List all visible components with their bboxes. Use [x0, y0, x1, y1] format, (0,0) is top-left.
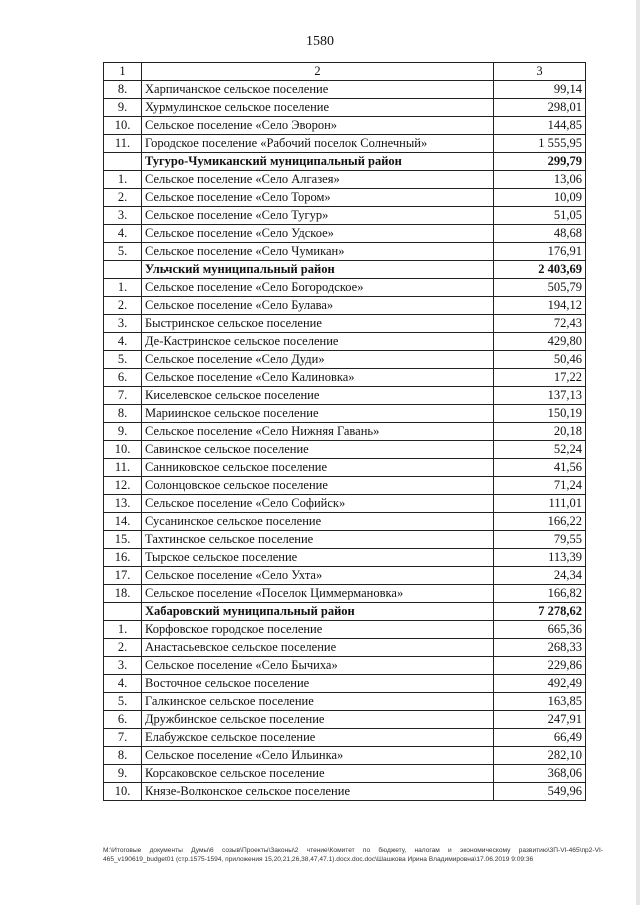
row-number: 13.	[104, 495, 142, 513]
row-name: Сельское поселение «Село Богородское»	[142, 279, 494, 297]
row-value: 268,33	[494, 639, 586, 657]
row-number: 9.	[104, 423, 142, 441]
row-number: 1.	[104, 621, 142, 639]
table-row	[104, 441, 586, 459]
table-row	[104, 297, 586, 315]
row-number: 4.	[104, 225, 142, 243]
table-row	[104, 135, 586, 153]
row-name: Восточное сельское поселение	[142, 675, 494, 693]
table-row	[104, 369, 586, 387]
table-row	[104, 477, 586, 495]
row-value: 13,06	[494, 171, 586, 189]
row-number: 17.	[104, 567, 142, 585]
row-value: 298,01	[494, 99, 586, 117]
table-row	[104, 693, 586, 711]
row-number: 18.	[104, 585, 142, 603]
table-row	[104, 387, 586, 405]
row-number: 6.	[104, 711, 142, 729]
table-row	[104, 711, 586, 729]
row-name: Тырское сельское поселение	[142, 549, 494, 567]
row-number: 10.	[104, 783, 142, 801]
row-value: 429,80	[494, 333, 586, 351]
row-name: Солонцовское сельское поселение	[142, 477, 494, 495]
row-number: 9.	[104, 765, 142, 783]
row-number: 4.	[104, 333, 142, 351]
row-value: 299,79	[494, 153, 586, 171]
row-value: 2 403,69	[494, 261, 586, 279]
district-row	[104, 153, 586, 171]
row-name: Сельское поселение «Село Ухта»	[142, 567, 494, 585]
table-row	[104, 765, 586, 783]
row-value: 51,05	[494, 207, 586, 225]
row-value: 17,22	[494, 369, 586, 387]
table-row	[104, 675, 586, 693]
row-number: 10.	[104, 441, 142, 459]
row-name: Елабужское сельское поселение	[142, 729, 494, 747]
row-number: 8.	[104, 81, 142, 99]
row-number: 8.	[104, 405, 142, 423]
row-number: 11.	[104, 459, 142, 477]
row-number: 5.	[104, 693, 142, 711]
row-value: 10,09	[494, 189, 586, 207]
scan-edge	[636, 0, 640, 905]
row-name: Сельское поселение «Село Софийск»	[142, 495, 494, 513]
table-row	[104, 99, 586, 117]
table-row	[104, 549, 586, 567]
row-name: Тахтинское сельское поселение	[142, 531, 494, 549]
row-name: Савинское сельское поселение	[142, 441, 494, 459]
row-name: Дружбинское сельское поселение	[142, 711, 494, 729]
row-value: 665,36	[494, 621, 586, 639]
table-row	[104, 495, 586, 513]
row-number: 3.	[104, 315, 142, 333]
header-col-value: 3	[494, 63, 586, 81]
header-col-number: 1	[104, 63, 142, 81]
district-row	[104, 261, 586, 279]
table-row	[104, 639, 586, 657]
row-value: 52,24	[494, 441, 586, 459]
row-number: 14.	[104, 513, 142, 531]
row-name: Хабаровский муниципальный район	[142, 603, 494, 621]
row-value: 66,49	[494, 729, 586, 747]
table-row	[104, 657, 586, 675]
row-value: 194,12	[494, 297, 586, 315]
row-number: 12.	[104, 477, 142, 495]
row-value: 176,91	[494, 243, 586, 261]
table-row	[104, 351, 586, 369]
row-name: Быстринское сельское поселение	[142, 315, 494, 333]
row-name: Сельское поселение «Село Булава»	[142, 297, 494, 315]
row-number: 2.	[104, 297, 142, 315]
row-name: Сельское поселение «Село Тугур»	[142, 207, 494, 225]
row-value: 549,96	[494, 783, 586, 801]
row-value: 72,43	[494, 315, 586, 333]
district-row	[104, 603, 586, 621]
row-value: 137,13	[494, 387, 586, 405]
row-name: Тугуро-Чумиканский муниципальный район	[142, 153, 494, 171]
row-value: 1 555,95	[494, 135, 586, 153]
row-number: 5.	[104, 351, 142, 369]
row-name: Хурмулинское сельское поселение	[142, 99, 494, 117]
row-name: Сельское поселение «Село Алгазея»	[142, 171, 494, 189]
row-number: 2.	[104, 639, 142, 657]
page-number: 1580	[306, 34, 334, 49]
table-row	[104, 225, 586, 243]
table-row	[104, 171, 586, 189]
table-row	[104, 189, 586, 207]
row-value: 163,85	[494, 693, 586, 711]
row-number: 1.	[104, 171, 142, 189]
row-value: 7 278,62	[494, 603, 586, 621]
table-row	[104, 207, 586, 225]
table-row	[104, 783, 586, 801]
row-name: Сельское поселение «Поселок Циммермановка»	[142, 585, 494, 603]
row-name: Харпичанское сельское поселение	[142, 81, 494, 99]
row-name: Сельское поселение «Село Чумикан»	[142, 243, 494, 261]
row-number: 7.	[104, 729, 142, 747]
row-number: 5.	[104, 243, 142, 261]
row-number: 1.	[104, 279, 142, 297]
row-number: 3.	[104, 657, 142, 675]
row-value: 368,06	[494, 765, 586, 783]
row-value: 24,34	[494, 567, 586, 585]
row-value: 20,18	[494, 423, 586, 441]
table-row	[104, 333, 586, 351]
row-number: 3.	[104, 207, 142, 225]
budget-table	[103, 62, 586, 801]
table-row	[104, 621, 586, 639]
table-row	[104, 459, 586, 477]
row-value: 144,85	[494, 117, 586, 135]
row-name: Анастасьевское сельское поселение	[142, 639, 494, 657]
row-name: Де-Кастринское сельское поселение	[142, 333, 494, 351]
row-number: 11.	[104, 135, 142, 153]
row-name: Сельское поселение «Село Калиновка»	[142, 369, 494, 387]
row-value: 505,79	[494, 279, 586, 297]
row-value: 166,82	[494, 585, 586, 603]
row-number	[104, 261, 142, 279]
row-number: 6.	[104, 369, 142, 387]
row-value: 492,49	[494, 675, 586, 693]
row-value: 79,55	[494, 531, 586, 549]
table-row	[104, 243, 586, 261]
header-col-name: 2	[142, 63, 494, 81]
row-name: Сельское поселение «Село Ильинка»	[142, 747, 494, 765]
table-row	[104, 117, 586, 135]
row-name: Князе-Волконское сельское поселение	[142, 783, 494, 801]
table-row	[104, 315, 586, 333]
row-value: 229,86	[494, 657, 586, 675]
row-number	[104, 603, 142, 621]
row-value: 111,01	[494, 495, 586, 513]
table-row	[104, 567, 586, 585]
table-row	[104, 585, 586, 603]
table-row	[104, 423, 586, 441]
row-value: 48,68	[494, 225, 586, 243]
row-name: Ульчский муниципальный район	[142, 261, 494, 279]
row-value: 247,91	[494, 711, 586, 729]
table-row	[104, 279, 586, 297]
table-row	[104, 513, 586, 531]
row-name: Корфовское городское поселение	[142, 621, 494, 639]
row-name: Корсаковское сельское поселение	[142, 765, 494, 783]
row-name: Городское поселение «Рабочий поселок Солнечный»	[142, 135, 494, 153]
budget-table-body	[104, 63, 586, 801]
row-number: 16.	[104, 549, 142, 567]
row-value: 282,10	[494, 747, 586, 765]
row-name: Сусанинское сельское поселение	[142, 513, 494, 531]
table-row	[104, 729, 586, 747]
row-number: 8.	[104, 747, 142, 765]
row-value: 99,14	[494, 81, 586, 99]
row-number: 4.	[104, 675, 142, 693]
row-value: 50,46	[494, 351, 586, 369]
table-row	[104, 81, 586, 99]
row-value: 113,39	[494, 549, 586, 567]
row-number: 2.	[104, 189, 142, 207]
row-name: Сельское поселение «Село Эворон»	[142, 117, 494, 135]
row-number: 9.	[104, 99, 142, 117]
row-name: Сельское поселение «Село Тором»	[142, 189, 494, 207]
row-name: Сельское поселение «Село Бычиха»	[142, 657, 494, 675]
table-row	[104, 405, 586, 423]
table-header-row	[104, 63, 586, 81]
row-value: 150,19	[494, 405, 586, 423]
row-number: 7.	[104, 387, 142, 405]
row-name: Киселевское сельское поселение	[142, 387, 494, 405]
row-value: 166,22	[494, 513, 586, 531]
row-number	[104, 153, 142, 171]
row-name: Галкинское сельское поселение	[142, 693, 494, 711]
row-number: 15.	[104, 531, 142, 549]
table-row	[104, 747, 586, 765]
row-name: Мариинское сельское поселение	[142, 405, 494, 423]
document-path-footer: M:\Итоговые документы Думы\6 созыв\Проекты\Законы\2 чтение\Комитет по бюджету, налогам и экономическому развитию\3П-VI-465\пр2-VI-465_v190619_budget01 (стр.1575-1594, приложения 15,20,21,26,38,47,47.1).docx.doc.doc\Шашкова Ирина Владимировна\17.06.2019 9:09:36	[103, 847, 603, 863]
row-name: Санниковское сельское поселение	[142, 459, 494, 477]
row-number: 10.	[104, 117, 142, 135]
row-name: Сельское поселение «Село Нижняя Гавань»	[142, 423, 494, 441]
row-value: 71,24	[494, 477, 586, 495]
row-value: 41,56	[494, 459, 586, 477]
row-name: Сельское поселение «Село Дуди»	[142, 351, 494, 369]
row-name: Сельское поселение «Село Удское»	[142, 225, 494, 243]
table-row	[104, 531, 586, 549]
